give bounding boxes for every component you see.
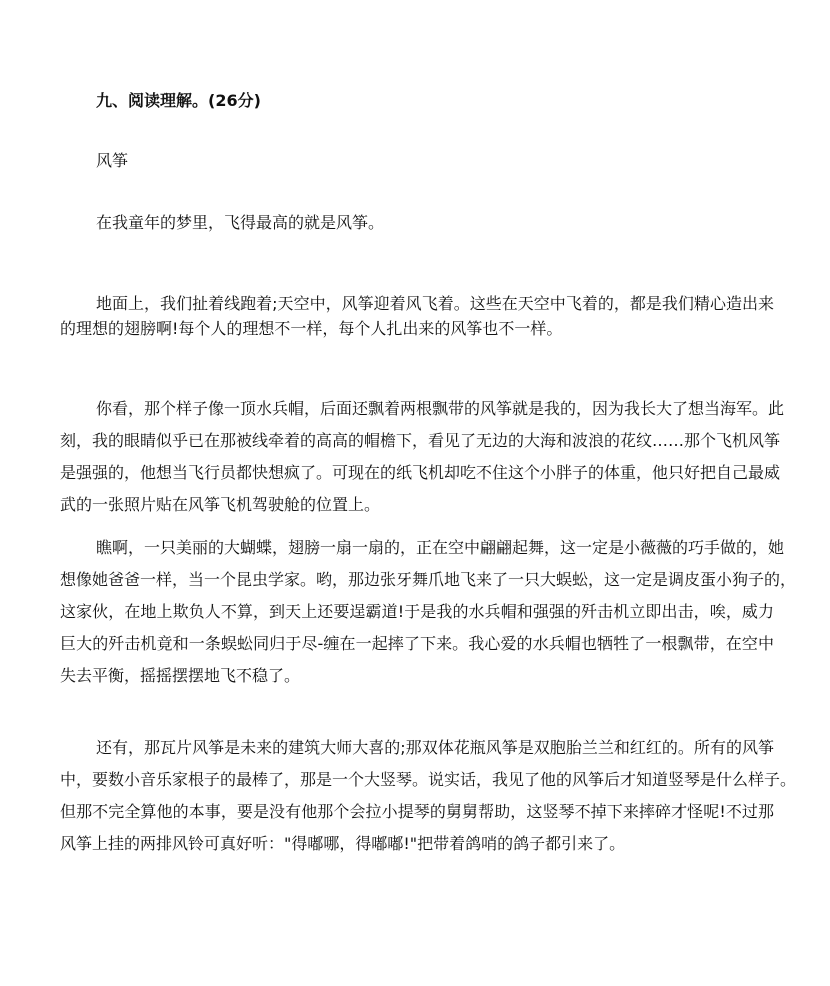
paragraph-line: 地面上，我们扯着线跑着;天空中，风筝迎着风飞着。这些在天空中飞着的，都是我们精心造出来 <box>96 294 774 313</box>
story-title: 风筝 <box>96 151 129 170</box>
section-heading: 九、阅读理解。(26分) <box>96 91 261 110</box>
paragraph-3 <box>60 393 785 521</box>
paragraph-line: 失去平衡，摇摇摆摆地飞不稳了。 <box>60 666 301 685</box>
paragraph-line: 风筝上挂的两排风铃可真好听："得嘟哪，得嘟嘟!"把带着鸽哨的鸽子都引来了。 <box>60 834 626 853</box>
paragraph-line: 是强强的，他想当飞行员都快想疯了。可现在的纸飞机却吃不住这个小胖子的体重，他只好把自己最威 <box>60 463 781 482</box>
paragraph-line: 刻，我的眼睛似乎已在那被线牵着的高高的帽檐下，看见了无边的大海和波浪的花纹……那个飞机风筝 <box>60 431 781 450</box>
paragraph-line: 巨大的歼击机竟和一条蜈蚣同归于尽-缠在一起摔了下来。我心爱的水兵帽也牺牲了一根飘带，在空中 <box>60 634 774 653</box>
paragraph-line: 但那不完全算他的本事，要是没有他那个会拉小提琴的舅舅帮助，这竖琴不掉下来摔碎才怪呢!不过那 <box>60 802 774 821</box>
paragraph-4 <box>60 532 797 692</box>
paragraph-line: 在我童年的梦里，飞得最高的就是风筝。 <box>96 213 385 232</box>
paragraph-line: 中，要数小音乐家根子的最棒了，那是一个大竖琴。说实话，我见了他的风筝后才知道竖琴是什么样子。 <box>60 770 797 789</box>
paragraph-line: 这家伙，在地上欺负人不算，到天上还要逞霸道!于是我的水兵帽和强强的歼击机立即出击，唉，威力 <box>60 602 774 621</box>
paragraph-line: 的理想的翅膀啊!每个人的理想不一样，每个人扎出来的风筝也不一样。 <box>60 319 563 338</box>
paragraph-line: 还有，那瓦片风筝是未来的建筑大师大喜的;那双体花瓶风筝是双胞胎兰兰和红红的。所有的风筝 <box>96 738 774 757</box>
paragraph-5 <box>60 732 797 860</box>
paragraph-line: 瞧啊，一只美丽的大蝴蝶，翅膀一扇一扇的，正在空中翩翩起舞，这一定是小薇薇的巧手做的，她 <box>96 538 785 557</box>
paragraph-line: 你看，那个样子像一顶水兵帽，后面还飘着两根飘带的风筝就是我的，因为我长大了想当海军。此 <box>96 399 785 418</box>
paragraph-1 <box>60 207 774 239</box>
paragraph-line: 武的一张照片贴在风筝飞机驾驶舱的位置上。 <box>60 495 381 514</box>
paragraph-line: 想像她爸爸一样，当一个昆虫学家。哟，那边张牙舞爪地飞来了一只大蜈蚣，这一定是调皮蛋小狗子的， <box>60 570 797 589</box>
paragraph-2 <box>60 291 774 341</box>
